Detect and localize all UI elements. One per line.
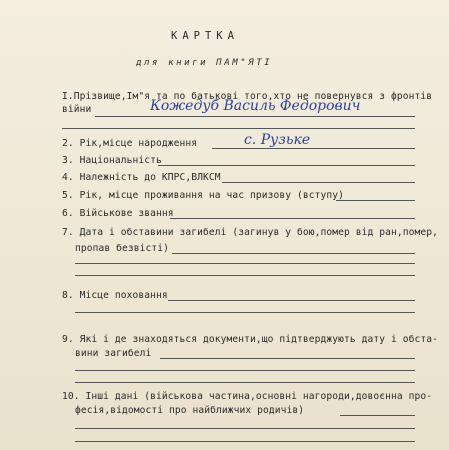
- field-8-label: 8. Місце поховання: [62, 290, 168, 301]
- field-7-answer-line-2: [75, 263, 415, 264]
- field-4-answer-line: [222, 182, 415, 183]
- card-title: КАРТКА: [171, 30, 239, 42]
- handwritten-birthplace: с. Рузьке: [244, 132, 311, 148]
- field-7-answer-line: [172, 253, 415, 254]
- field-1-label-line2: війни: [62, 104, 92, 115]
- field-9-answer-line: [160, 358, 415, 359]
- field-2-label: 2. Рік,місце народження: [62, 138, 198, 149]
- card-subtitle: для книги ПАМ"ЯТІ: [136, 58, 273, 68]
- field-2-answer-line: [212, 148, 415, 149]
- field-9-label-line2: вини загибелі: [75, 348, 152, 359]
- field-10-answer-line-2: [75, 428, 415, 429]
- field-1-answer-line-2: [62, 128, 415, 129]
- field-4-label: 4. Належність до КПРС,ВЛКСМ: [62, 172, 221, 183]
- field-9-answer-line-2: [75, 370, 415, 371]
- field-7-label-line1: 7. Дата і обставини загибелі (загинув у бою,помер від ран,помер,: [62, 227, 439, 238]
- field-10-label-line2: фесія,відомості про найближчих родичів): [75, 405, 305, 416]
- field-5-answer-line: [336, 200, 415, 201]
- field-6-answer-line: [170, 218, 415, 219]
- field-8-answer-line: [168, 300, 415, 301]
- field-8-answer-line-2: [75, 312, 415, 313]
- field-10-answer-line: [340, 415, 415, 416]
- field-7-answer-line-3: [75, 275, 415, 276]
- field-6-label: 6. Військове звання: [62, 208, 174, 219]
- field-9-label-line1: 9. Які і де знаходяться документи,що підтверджують дату і обста-: [62, 334, 439, 345]
- field-10-answer-line-3: [75, 441, 415, 442]
- field-9-answer-line-3: [75, 382, 415, 383]
- field-3-answer-line: [158, 165, 415, 166]
- handwritten-name: Кожедуб Василь Федорович: [150, 98, 361, 114]
- field-7-label-line2: пропав безвісті): [75, 243, 170, 254]
- field-3-label: 3. Національність: [62, 155, 162, 166]
- field-1-label-line1: І.Прізвище,Ім"я та по батькові того,хто не повернувся з фронтів: [62, 91, 433, 102]
- field-10-label-line1: 10. Інші дані (військова частина,основні нагороди,довоєнна про-: [62, 391, 433, 402]
- field-5-label: 5. Рік, місце проживання на час призову (вступу): [62, 190, 345, 201]
- field-1-answer-line: [95, 116, 415, 117]
